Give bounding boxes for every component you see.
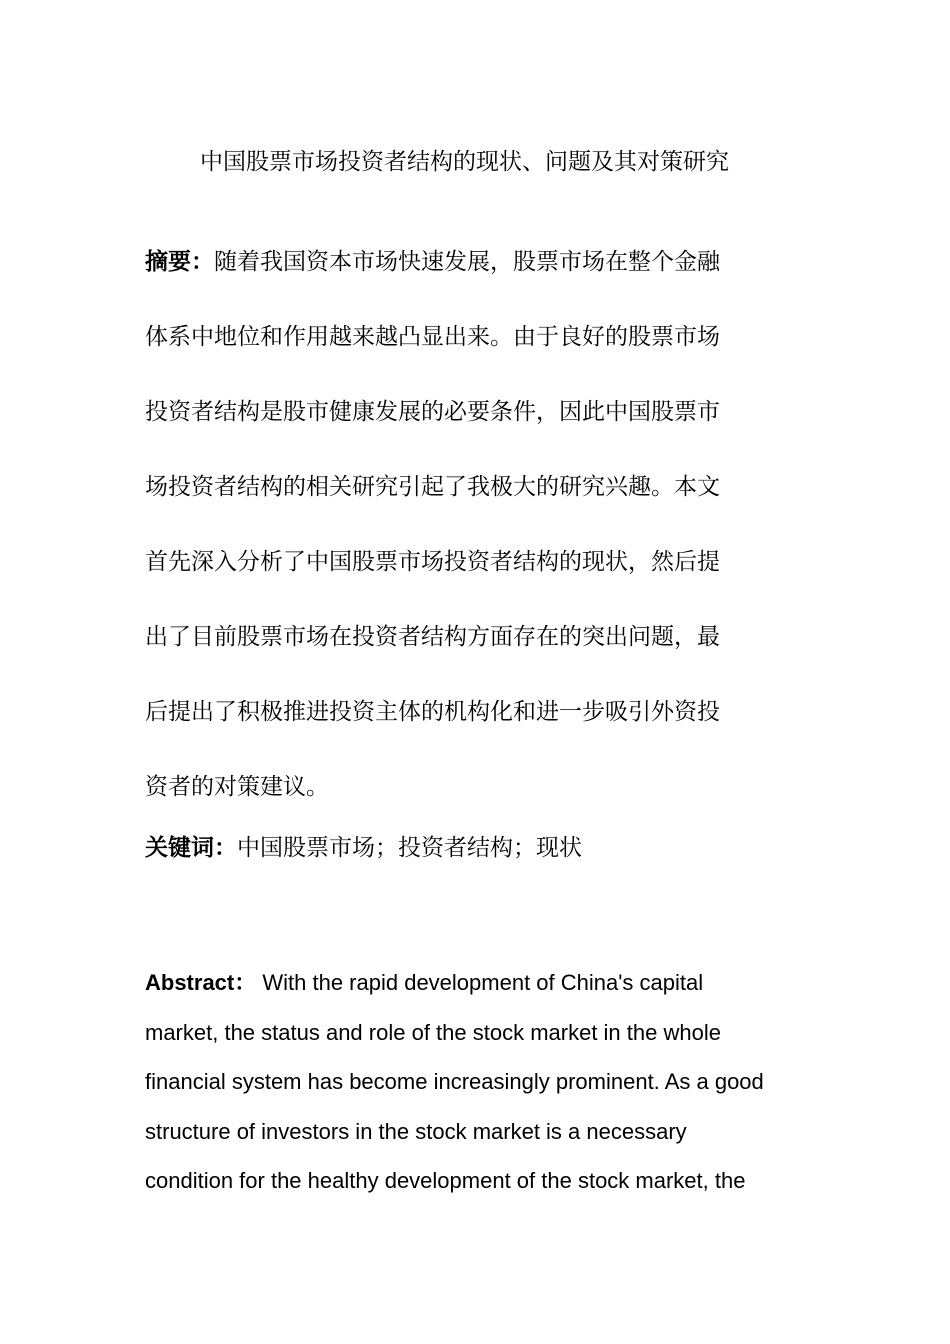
english-abstract [145,966,845,1214]
document-title: 中国股票市场投资者结构的现状、问题及其对策研究 [200,149,729,175]
english-abstract-label: Abstract： [145,970,257,995]
chinese-abstract [145,242,825,842]
chinese-abstract-line: 首先深入分析了中国股票市场投资者结构的现状，然后提 [145,549,720,575]
chinese-abstract-text: 随着我国资本市场快速发展，股票市场在整个金融 [214,249,720,275]
english-abstract-line [145,966,845,1016]
chinese-abstract-line: 投资者结构是股市健康发展的必要条件，因此中国股票市 [145,399,720,425]
english-abstract-line: market, the status and role of the stock market in the whole [145,1019,721,1045]
chinese-keywords [145,828,825,868]
chinese-abstract-line: 资者的对策建议。 [145,774,329,800]
chinese-abstract-line: 后提出了积极推进投资主体的机构化和进一步吸引外资投 [145,699,720,725]
chinese-abstract-label: 摘要： [145,249,214,275]
english-abstract-text: With the rapid development of China's capital [256,970,704,995]
chinese-abstract-line: 出了目前股票市场在投资者结构方面存在的突出问题，最 [145,624,720,650]
english-abstract-line: financial system has become increasingly prominent. As a good [145,1069,764,1094]
keywords-label: 关键词： [145,835,237,861]
english-abstract-line: condition for the healthy development of the stock market, the [145,1168,746,1193]
chinese-abstract-line: 场投资者结构的相关研究引起了我极大的研究兴趣。本文 [145,474,720,500]
english-abstract-line: structure of investors in the stock market is a necessary [145,1118,687,1144]
chinese-abstract-line [145,242,825,317]
chinese-abstract-line: 体系中地位和作用越来越凸显出来。由于良好的股票市场 [145,324,720,350]
keywords-text: 中国股票市场；投资者结构；现状 [237,835,582,861]
